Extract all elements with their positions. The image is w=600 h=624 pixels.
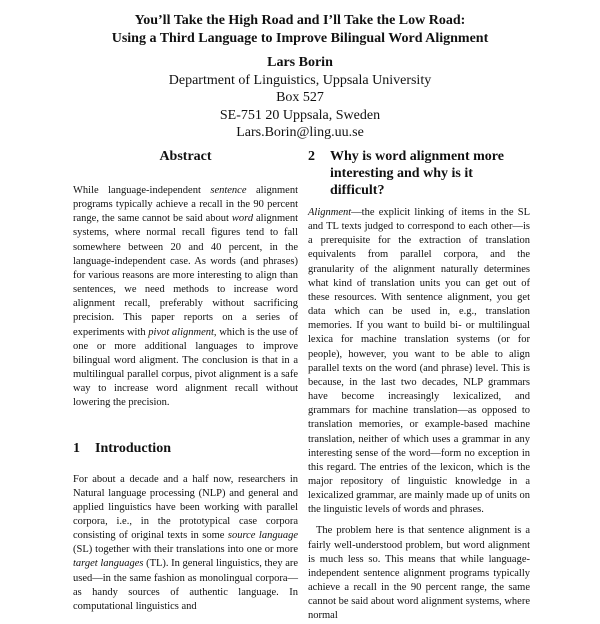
section-2-paragraph-2: The problem here is that sentence alignment is a fairly well-understood problem, but word alignment is much less so. This means that while language-independent sentence alignment programs typically achieve a recall in the 90 percent range, the same cannot be said about word alignment systems, where normal <box>308 525 530 622</box>
abstract-heading: Abstract <box>159 149 212 164</box>
abstract-text: While language-independent sentence alignment programs typically achieve a recall in the 90 percent range, the same cannot be said about word alignment systems, where normal recall figures tend to fall somewhere between 20 and 40 percent, in the language-independent case. As words (and phrases) for various reasons are more interesting to align than sentences, we need methods to increase word alignment recall, preferably without sacrificing precision. This paper reports on a series of experiments with pivot alignment, which is the use of one or more additional languages to improve bilingual word aligment. The conclusion is that in a multilingual parallel corpus, pivot alignment is a safe way to increase word alignment recall without lowering the precision. <box>73 185 298 409</box>
section-2-paragraph-1: Alignment—the explicit linking of items in the SL and TL texts judged to correspond to each other—is a prerequisite for the extraction of translation equivalents from parallel corpora, and the granularity of the alignment naturally determines what kind of translation units you can get out of these resources. With sentence alignment, you get data which can be used in, e.g., translation memories. If you want to build bi- or multilingual lexica for machine translation systems (or for people), however, you want to be able to align parallel texts on the word (and phrase) level. This is because, in the last two decades, NLP grammars have become increasingly lexicalized, and grammars for machine translation—as opposed to translation memories, or example-based machine translation, neither of which uses a grammar in any interesting sense of the word—form no exception in this regard. The entries of the lexicon, which is the major repository of linguistic knowledge in a lexicalized grammar, are mainly made up of units on the linguistic levels of words and phrases. <box>308 207 530 516</box>
author-department: Department of Linguistics, Uppsala University <box>168 72 432 88</box>
section-2-heading <box>308 148 530 199</box>
section-1-number: 1 <box>73 440 80 456</box>
section-1-heading <box>73 440 298 457</box>
author-name: Lars Borin <box>267 55 333 70</box>
paper-title <box>40 12 560 48</box>
left-column <box>73 148 298 614</box>
section-2-title: Why is word alignment more interesting and why is it difficult? <box>330 149 504 198</box>
section-1-title: Introduction <box>95 440 171 456</box>
author-block <box>40 54 560 142</box>
section-1-text: For about a decade and a half now, researchers in Natural language processing (NLP) and general and applied linguistics have been working with parallel corpora, i.e., in the prototypical case corpora consisting of original texts in some source language (SL) together with their translations into one or more target languages (TL). In general linguistics, they are used—in the same fashion as monolingual corpora—as handy sources of authentic language. In computational linguistics and <box>73 473 299 612</box>
section-2-number: 2 <box>308 149 315 164</box>
author-email: Lars.Borin@ling.uu.se <box>236 125 364 140</box>
author-city: SE-751 20 Uppsala, Sweden <box>219 107 381 123</box>
title-line-1: You’ll Take the High Road and I’ll Take the Low Road: <box>134 13 466 28</box>
right-column <box>308 148 530 624</box>
author-box: Box 527 <box>276 90 324 105</box>
title-line-2: Using a Third Language to Improve Bilingual Word Alignment <box>111 31 489 46</box>
